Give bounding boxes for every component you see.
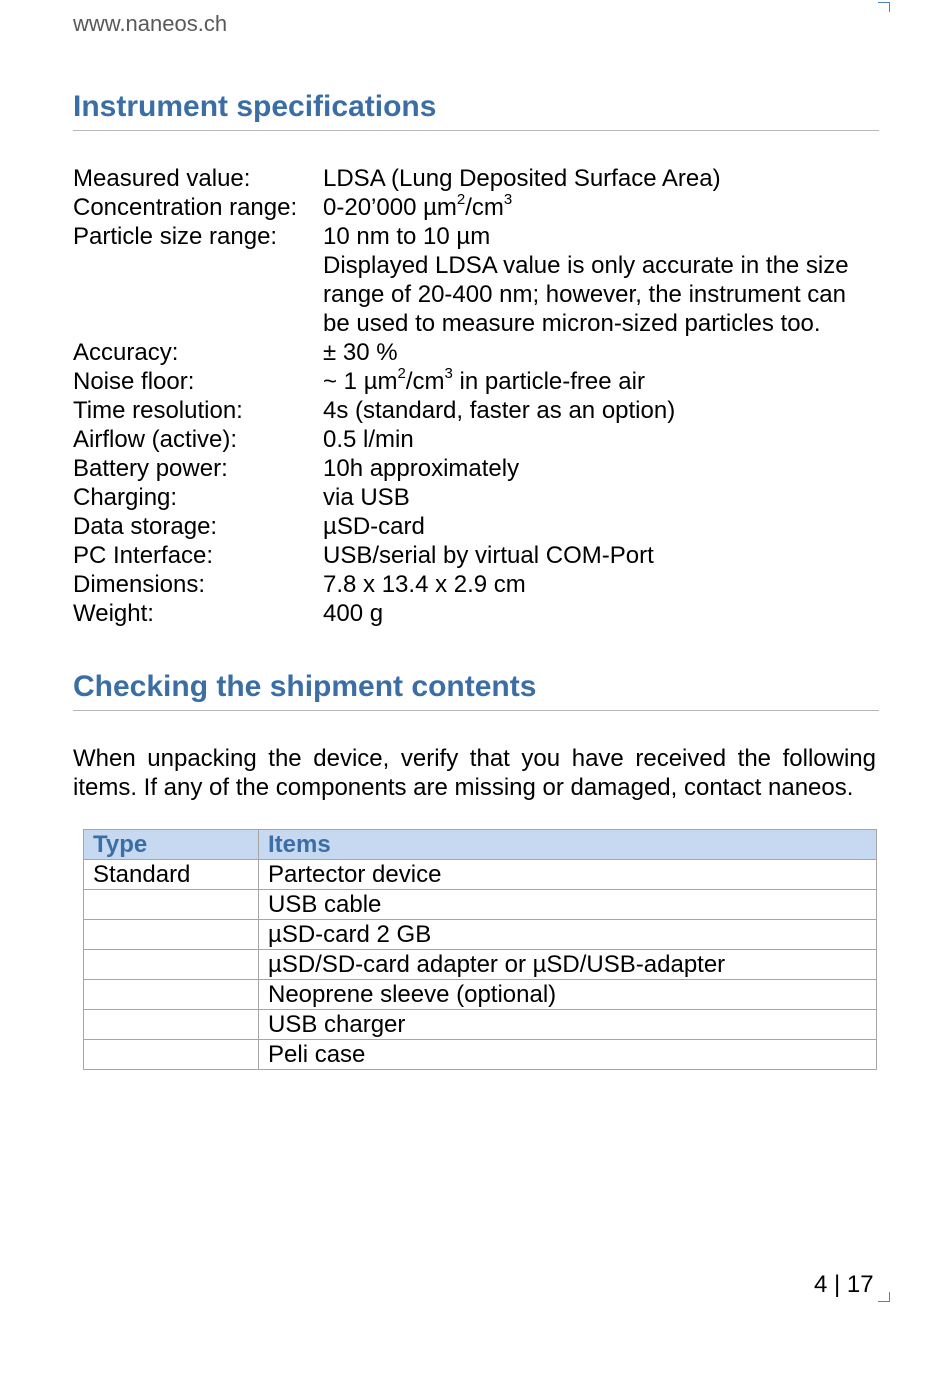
column-header-type: Type: [84, 830, 259, 860]
superscript: 2: [397, 365, 406, 382]
shipment-contents-table: [83, 829, 877, 1070]
superscript: 3: [444, 365, 453, 382]
spec-row-dimensions: [73, 570, 879, 599]
spec-value: ± 30 %: [323, 339, 398, 366]
item-cell: Neoprene sleeve (optional): [259, 980, 877, 1010]
superscript: 2: [456, 191, 466, 208]
item-cell: Partector device: [259, 860, 877, 890]
item-cell: USB cable: [259, 890, 877, 920]
spec-value: via USB: [323, 484, 410, 511]
spec-row-time-resolution: [73, 396, 879, 425]
spec-row-concentration-range: [73, 193, 879, 222]
spec-label: Charging:: [73, 484, 178, 511]
spec-label: Particle size range:: [73, 223, 278, 250]
item-cell: µSD/SD-card adapter or µSD/USB-adapter: [259, 950, 877, 980]
spec-label: Dimensions:: [73, 571, 206, 598]
spec-row-airflow: [73, 425, 879, 454]
spec-value-with-units: [323, 193, 879, 222]
spec-label: Airflow (active):: [73, 426, 238, 453]
item-cell: USB charger: [259, 1010, 877, 1040]
corner-mark-top-right: [878, 2, 890, 12]
spec-value: LDSA (Lung Deposited Surface Area): [323, 165, 721, 192]
table-header-row: [84, 830, 877, 860]
table-row: [84, 860, 877, 890]
spec-row-pc-interface: [73, 541, 879, 570]
type-cell: [84, 950, 259, 980]
spec-row-noise-floor: [73, 367, 879, 396]
spec-row-charging: [73, 483, 879, 512]
type-cell: [84, 1010, 259, 1040]
table-row: [84, 890, 877, 920]
spec-label: Noise floor:: [73, 368, 195, 395]
spec-label: Measured value:: [73, 165, 251, 192]
table-row: [84, 1010, 877, 1040]
spec-value-with-units: [323, 367, 879, 396]
spec-row-data-storage: [73, 512, 879, 541]
type-cell: [84, 920, 259, 950]
spec-value: 7.8 x 13.4 x 2.9 cm: [323, 571, 526, 598]
spec-value: USB/serial by virtual COM-Port: [323, 542, 654, 569]
spec-label: Concentration range:: [73, 194, 298, 221]
section-title-shipment-contents: Checking the shipment contents: [73, 670, 879, 711]
type-cell: Standard: [84, 860, 259, 890]
type-cell: [84, 890, 259, 920]
spec-value: 400 g: [323, 600, 384, 627]
spec-row-battery-power: [73, 454, 879, 483]
column-header-items: Items: [259, 830, 877, 860]
spec-value-unit: /cm: [465, 194, 504, 221]
spec-label: PC Interface:: [73, 542, 214, 569]
table-row: [84, 1040, 877, 1070]
section-title-specifications: Instrument specifications: [73, 90, 879, 131]
intro-paragraph: When unpacking the device, verify that you have received the following items. If any of the components are missing or damaged, contact naneos.: [73, 745, 876, 801]
spec-value: 10 nm to 10 µm Displayed LDSA value is only accurate in the size range of 20-400 nm; however, the instrument can be used to measure micron-sized particles too.: [323, 223, 849, 337]
page-number: 4 | 17: [814, 1271, 874, 1298]
spec-label: Battery power:: [73, 455, 228, 482]
item-cell: µSD-card 2 GB: [259, 920, 877, 950]
spec-value-text: ~ 1 µm: [323, 368, 398, 395]
spec-row-accuracy: [73, 338, 879, 367]
type-cell: [84, 1040, 259, 1070]
spec-value: 4s (standard, faster as an option): [323, 397, 676, 424]
spec-value-unit: /cm: [405, 368, 445, 395]
type-cell: [84, 980, 259, 1010]
table-row: [84, 920, 877, 950]
spec-label: Time resolution:: [73, 397, 243, 424]
superscript: 3: [503, 191, 513, 208]
spec-label: Weight:: [73, 600, 154, 627]
spec-label: Accuracy:: [73, 339, 179, 366]
spec-value-text: 0-20’000 µm: [323, 194, 457, 221]
spec-value: µSD-card: [323, 513, 425, 540]
spec-row-measured-value: [73, 164, 879, 193]
spec-list: [73, 164, 879, 628]
table-row: [84, 950, 877, 980]
item-cell: Peli case: [259, 1040, 877, 1070]
spec-row-particle-size-range: [73, 222, 879, 338]
corner-mark-bottom-right: [878, 1292, 890, 1302]
spec-row-weight: [73, 599, 879, 628]
spec-value-tail: in particle-free air: [452, 368, 645, 395]
spec-value: 0.5 l/min: [323, 426, 414, 453]
spec-value: 10h approximately: [323, 455, 520, 482]
spec-label: Data storage:: [73, 513, 218, 540]
table-row: [84, 980, 877, 1010]
site-url: www.naneos.ch: [73, 11, 228, 36]
